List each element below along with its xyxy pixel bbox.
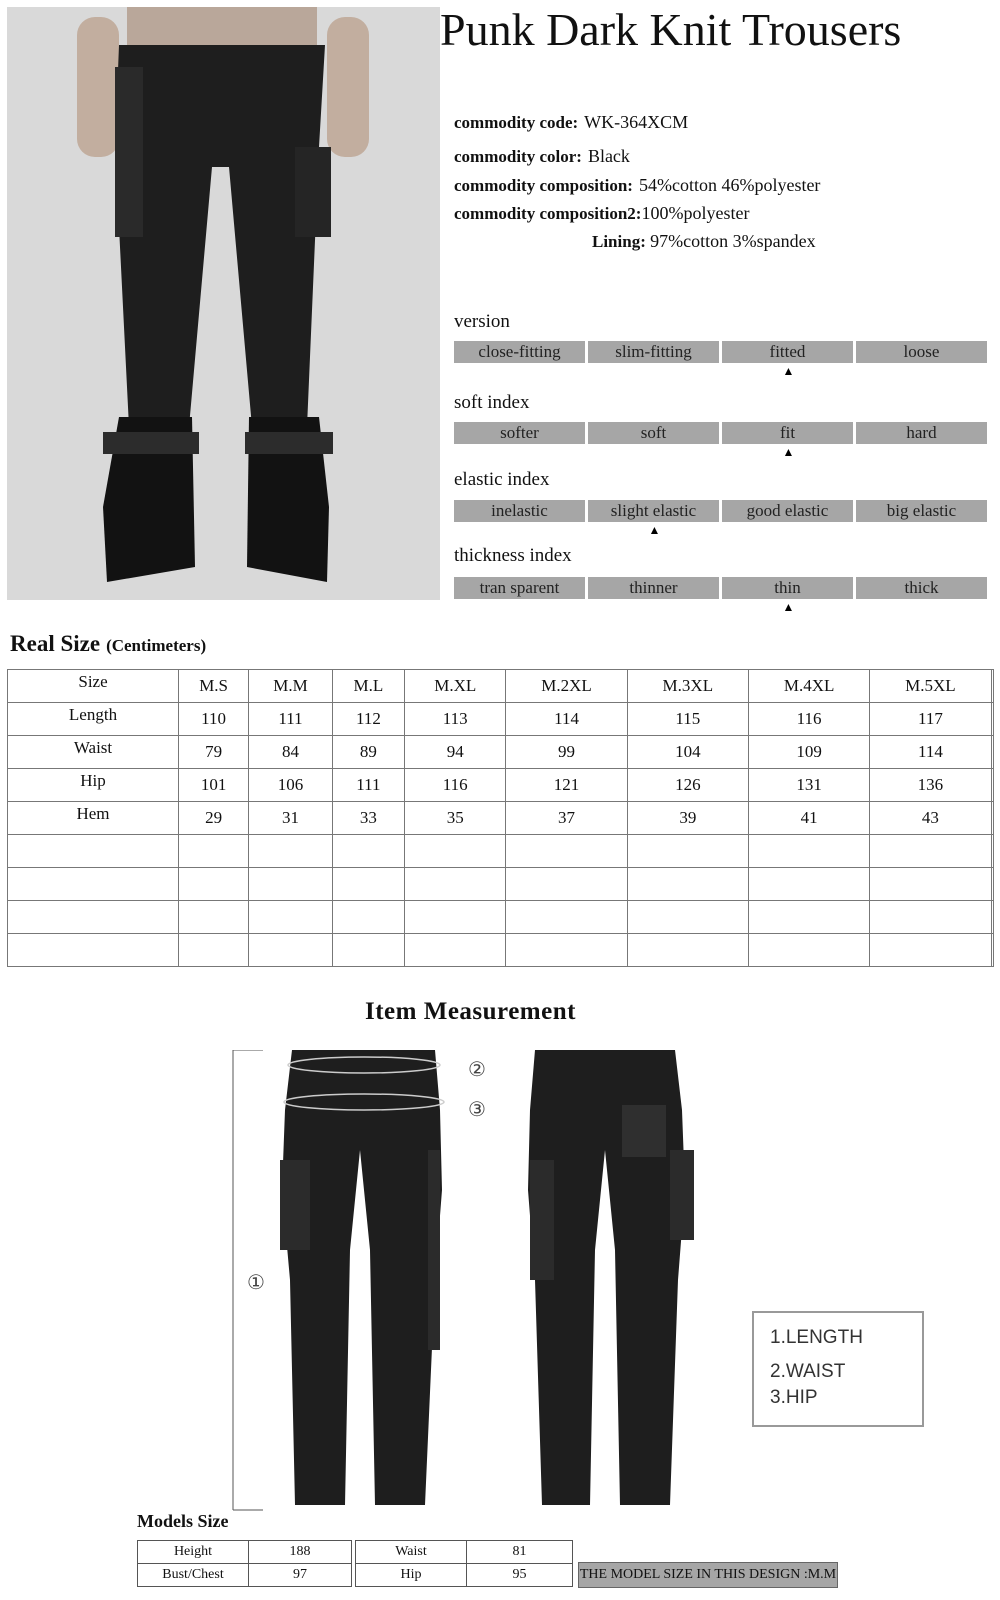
size-row — [8, 802, 994, 835]
size-column-header: M.4XL — [748, 670, 869, 703]
index-option: thinner — [588, 577, 719, 599]
size-value-cell: 37 — [506, 802, 627, 835]
selected-marker-icon: ▲ — [782, 445, 795, 459]
waist-value: 81 — [467, 1541, 573, 1564]
empty-cell — [8, 901, 179, 934]
hip-marker: ③ — [468, 1097, 486, 1121]
size-value-cell: 104 — [627, 736, 748, 769]
index-option: close-fitting — [454, 341, 585, 363]
models-size-title: Models Size — [137, 1511, 229, 1531]
index-option: inelastic — [454, 500, 585, 522]
index-label: soft index — [454, 392, 530, 413]
empty-row — [8, 868, 994, 901]
size-value-cell: 111 — [332, 769, 404, 802]
empty-cell — [8, 934, 179, 967]
empty-cell — [8, 835, 179, 868]
size-header-label: Size — [8, 670, 179, 703]
empty-cell — [870, 835, 991, 868]
empty-cell — [506, 835, 627, 868]
index-option: tran sparent — [454, 577, 585, 599]
index-label: version — [454, 311, 510, 332]
measurement-diagram — [230, 1050, 710, 1525]
model-design-note: THE MODEL SIZE IN THIS DESIGN :M.M — [578, 1562, 838, 1588]
empty-cell — [991, 934, 993, 967]
empty-row — [8, 934, 994, 967]
index-option: thick — [856, 577, 987, 599]
empty-cell — [991, 868, 993, 901]
empty-cell — [627, 901, 748, 934]
size-table — [7, 669, 994, 967]
measurement-title: Item Measurement — [365, 998, 576, 1025]
size-value-cell: 131 — [748, 769, 869, 802]
empty-cell — [405, 868, 506, 901]
hip-value: 95 — [467, 1564, 573, 1587]
size-value-cell: 33 — [332, 802, 404, 835]
empty-cell — [748, 901, 869, 934]
size-column-header: M.3XL — [627, 670, 748, 703]
empty-cell — [627, 934, 748, 967]
empty-cell — [179, 835, 249, 868]
size-row-label: Hem — [8, 802, 179, 835]
empty-cell — [332, 901, 404, 934]
empty-cell — [332, 868, 404, 901]
size-value-cell: 43 — [870, 802, 991, 835]
hip-label: Hip — [356, 1564, 467, 1587]
selected-marker-icon: ▲ — [782, 600, 795, 614]
index-option: slim-fitting — [588, 341, 719, 363]
index-option: hard — [856, 422, 987, 444]
empty-cell — [249, 835, 333, 868]
index-option: fit — [722, 422, 853, 444]
empty-cell — [627, 868, 748, 901]
size-value-cell: 110 — [179, 703, 249, 736]
empty-cell — [506, 901, 627, 934]
size-row — [8, 769, 994, 802]
detail-color: commodity color: Black — [454, 146, 630, 166]
size-value-cell: 79 — [179, 736, 249, 769]
size-row-label: Hip — [8, 769, 179, 802]
size-value-cell: 126 — [627, 769, 748, 802]
size-value-cell: 121 — [506, 769, 627, 802]
size-value-cell: 113 — [405, 703, 506, 736]
height-label: Height — [138, 1541, 249, 1564]
size-value-cell: 39 — [627, 802, 748, 835]
size-value-cell: 94 — [405, 736, 506, 769]
size-value-cell: 112 — [332, 703, 404, 736]
model-table-left — [137, 1540, 352, 1587]
empty-cell — [179, 934, 249, 967]
size-value-cell: 89 — [332, 736, 404, 769]
size-column-header: M.L — [332, 670, 404, 703]
size-column-header: M.M — [249, 670, 333, 703]
empty-cell — [870, 868, 991, 901]
index-scale — [454, 422, 987, 444]
empty-cell — [870, 901, 991, 934]
empty-cell — [179, 901, 249, 934]
empty-cell — [748, 934, 869, 967]
legend-length: 1.LENGTH — [770, 1327, 863, 1348]
size-column-header: M.2XL — [506, 670, 627, 703]
empty-cell — [249, 868, 333, 901]
height-value: 188 — [249, 1541, 352, 1564]
index-option: loose — [856, 341, 987, 363]
empty-cell — [332, 934, 404, 967]
size-value-cell: 117 — [870, 703, 991, 736]
empty-cell — [748, 868, 869, 901]
index-scale — [454, 341, 987, 363]
empty-cell — [332, 835, 404, 868]
empty-cell — [991, 901, 993, 934]
size-value-cell: 111 — [249, 703, 333, 736]
selected-marker-icon: ▲ — [782, 364, 795, 378]
empty-cell — [991, 703, 993, 736]
size-row-label: Waist — [8, 736, 179, 769]
index-option: big elastic — [856, 500, 987, 522]
detail-code: commodity code: WK-364XCM — [454, 112, 689, 132]
index-option: fitted — [722, 341, 853, 363]
empty-cell — [405, 835, 506, 868]
empty-cell — [506, 868, 627, 901]
empty-cell — [249, 934, 333, 967]
empty-cell — [991, 769, 993, 802]
size-value-cell: 116 — [748, 703, 869, 736]
size-value-cell: 99 — [506, 736, 627, 769]
size-value-cell: 114 — [870, 736, 991, 769]
size-value-cell: 31 — [249, 802, 333, 835]
size-value-cell: 114 — [506, 703, 627, 736]
legend-waist: 2.WAIST — [770, 1361, 846, 1382]
empty-cell — [870, 934, 991, 967]
index-option: softer — [454, 422, 585, 444]
size-value-cell: 115 — [627, 703, 748, 736]
empty-cell — [8, 868, 179, 901]
size-row-label: Length — [8, 703, 179, 736]
index-label: thickness index — [454, 545, 572, 566]
empty-cell — [991, 835, 993, 868]
size-header-row — [8, 670, 994, 703]
size-row — [8, 703, 994, 736]
detail-composition2: commodity composition2:100%polyester — [454, 203, 750, 223]
index-option: soft — [588, 422, 719, 444]
empty-cell — [249, 901, 333, 934]
size-value-cell: 136 — [870, 769, 991, 802]
empty-cell — [748, 835, 869, 868]
index-option: thin — [722, 577, 853, 599]
size-column-header: M.5XL — [870, 670, 991, 703]
size-value-cell: 116 — [405, 769, 506, 802]
empty-row — [8, 901, 994, 934]
bust-label: Bust/Chest — [138, 1564, 249, 1587]
selected-marker-icon: ▲ — [648, 523, 661, 537]
size-value-cell: 29 — [179, 802, 249, 835]
empty-cell — [991, 736, 993, 769]
size-table-title: Real Size (Centimeters) — [10, 631, 207, 656]
product-title: Punk Dark Knit Trousers — [440, 4, 902, 55]
length-marker: ① — [247, 1270, 265, 1294]
detail-lining: Lining: 97%cotton 3%spandex — [592, 231, 816, 251]
size-row — [8, 736, 994, 769]
empty-cell — [179, 868, 249, 901]
model-wearing-trousers-image — [7, 7, 440, 600]
index-option: slight elastic — [588, 500, 719, 522]
size-value-cell: 84 — [249, 736, 333, 769]
empty-cell — [405, 934, 506, 967]
waist-marker: ② — [468, 1057, 486, 1081]
size-value-cell: 35 — [405, 802, 506, 835]
empty-cell — [991, 670, 993, 703]
model-table-right — [355, 1540, 573, 1587]
empty-row — [8, 835, 994, 868]
index-label: elastic index — [454, 469, 550, 490]
size-column-header: M.S — [179, 670, 249, 703]
size-value-cell: 41 — [748, 802, 869, 835]
empty-cell — [627, 835, 748, 868]
waist-label: Waist — [356, 1541, 467, 1564]
empty-cell — [405, 901, 506, 934]
legend-hip: 3.HIP — [770, 1387, 818, 1408]
bust-value: 97 — [249, 1564, 352, 1587]
size-value-cell: 109 — [748, 736, 869, 769]
empty-cell — [506, 934, 627, 967]
size-value-cell: 106 — [249, 769, 333, 802]
index-option: good elastic — [722, 500, 853, 522]
measurement-legend — [752, 1311, 924, 1427]
index-scale — [454, 500, 987, 522]
product-photo — [7, 7, 440, 600]
detail-composition: commodity composition: 54%cotton 46%polyester — [454, 175, 821, 195]
empty-cell — [991, 802, 993, 835]
index-scale — [454, 577, 987, 599]
size-column-header: M.XL — [405, 670, 506, 703]
size-value-cell: 101 — [179, 769, 249, 802]
